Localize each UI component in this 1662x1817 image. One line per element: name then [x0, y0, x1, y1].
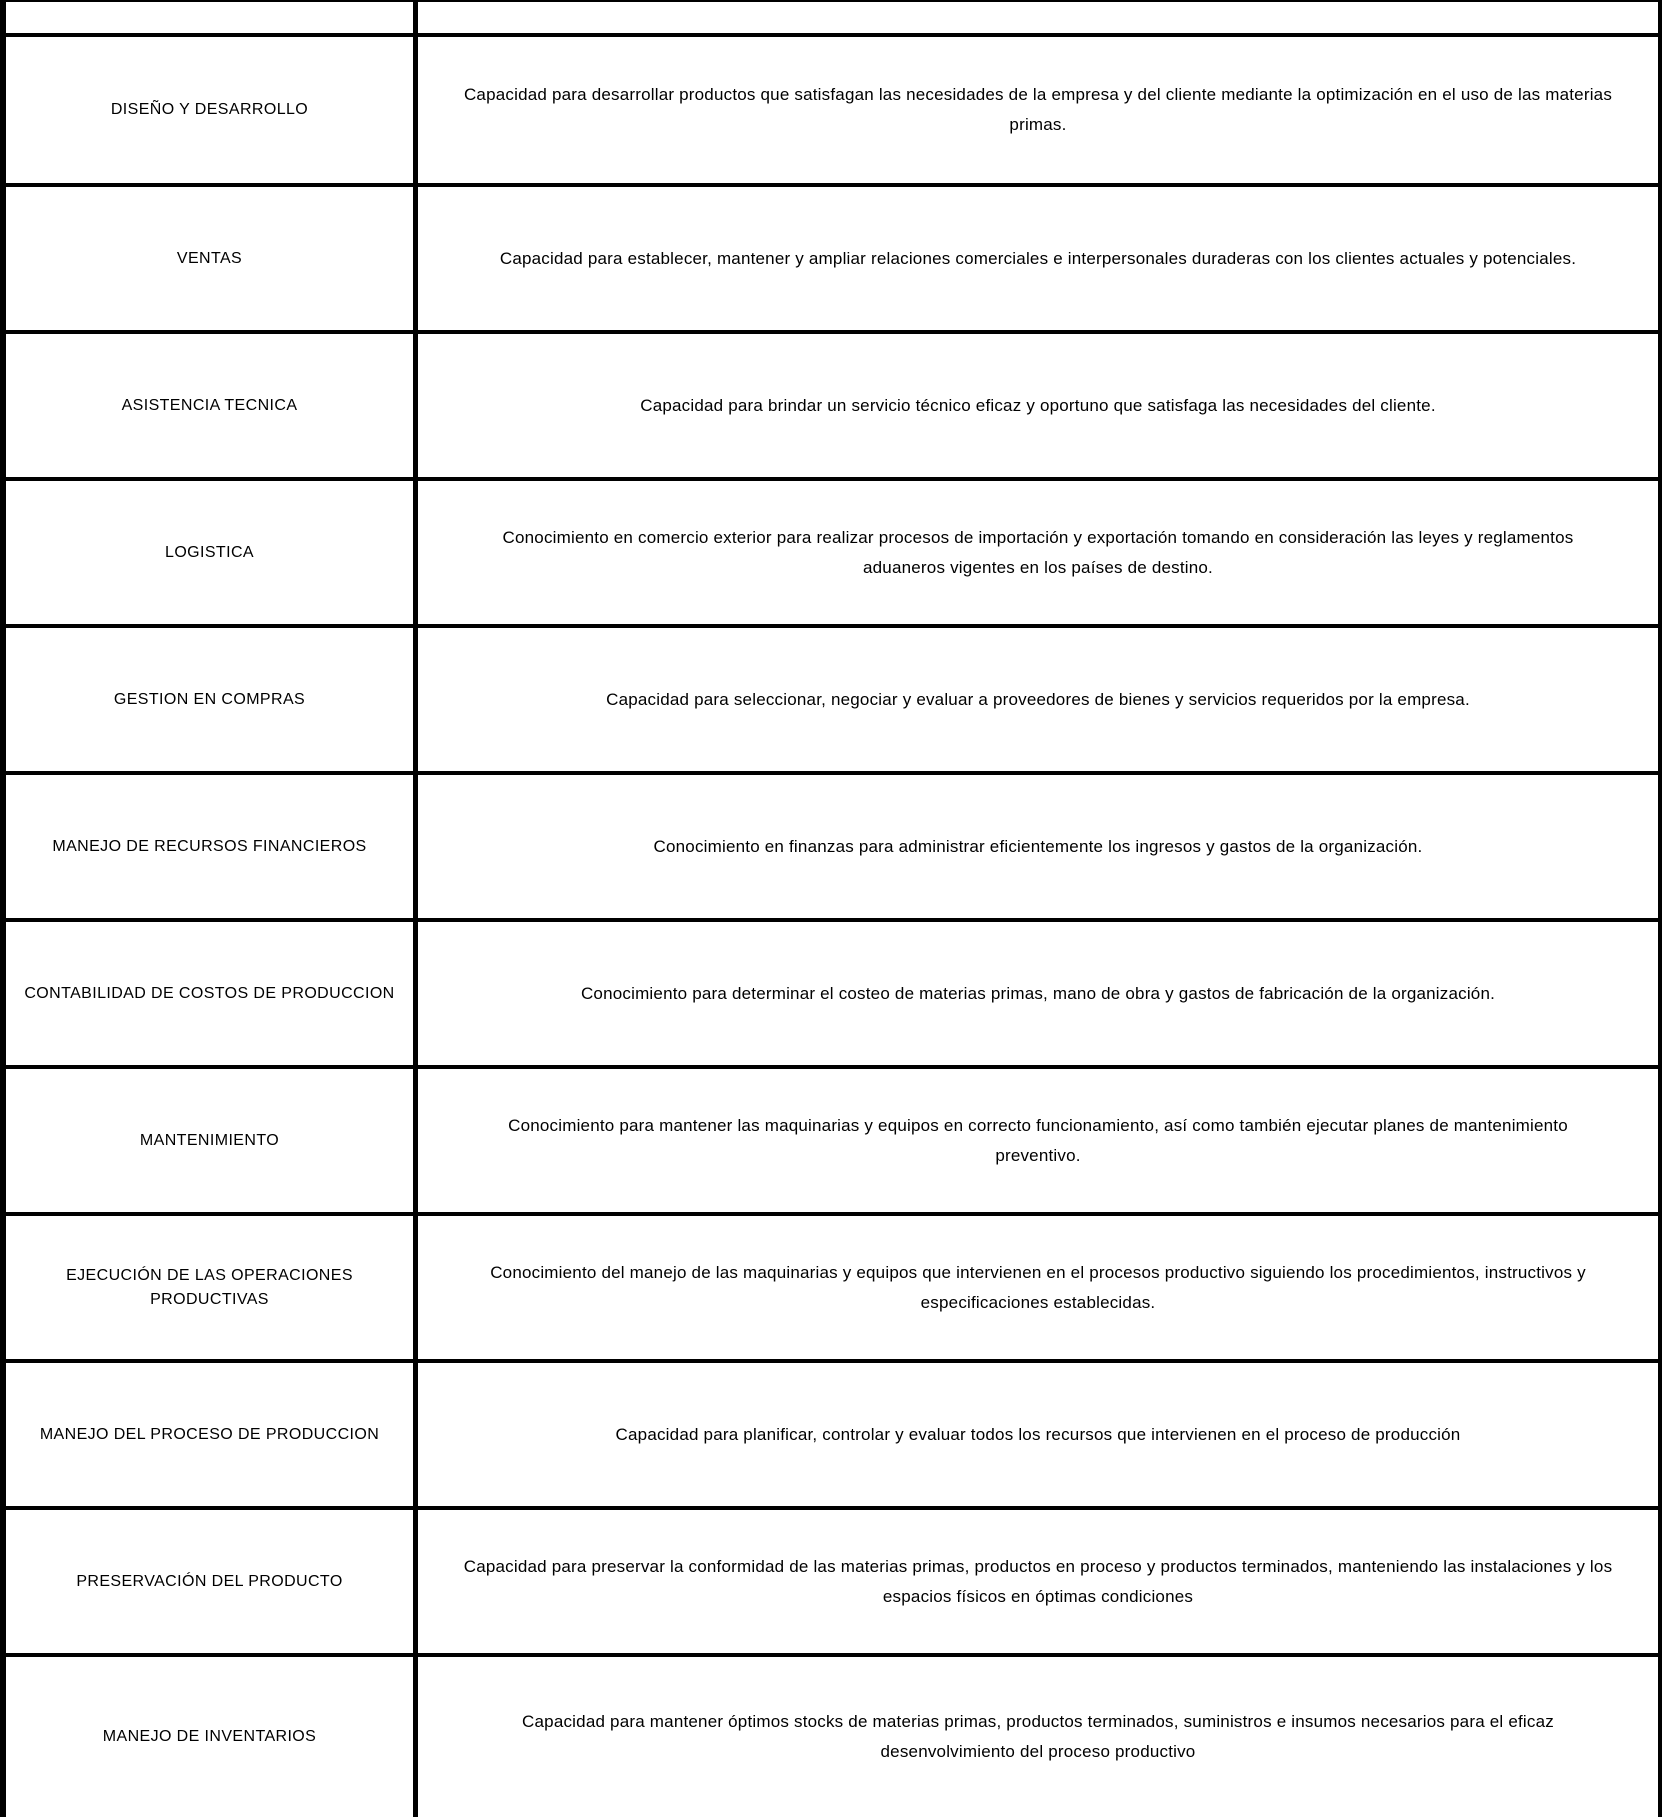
competency-description-cell: Capacidad para mantener óptimos stocks de materias primas, productos terminados, suministros e insumos necesarios para el eficaz desenvolvimiento del proceso productivo [418, 1657, 1662, 1817]
table-row [6, 477, 1662, 624]
table-row [6, 1506, 1662, 1653]
competency-name-cell: ASISTENCIA TECNICA [6, 334, 418, 477]
competency-name-cell: EJECUCIÓN DE LAS OPERACIONES PRODUCTIVAS [6, 1216, 418, 1359]
competency-description-cell: Capacidad para planificar, controlar y evaluar todos los recursos que intervienen en el proceso de producción [418, 1363, 1662, 1506]
competency-name-cell: DISEÑO Y DESARROLLO [6, 37, 418, 183]
competency-name-cell: MANEJO DEL PROCESO DE PRODUCCION [6, 1363, 418, 1506]
competency-description-cell: Capacidad para desarrollar productos que satisfagan las necesidades de la empresa y del cliente mediante la optimización en el uso de las materias primas. [418, 37, 1662, 183]
competency-name-cell: GESTION EN COMPRAS [6, 628, 418, 771]
competency-name-cell [6, 2, 418, 33]
table-row [6, 183, 1662, 330]
table-row [6, 33, 1662, 183]
table-row [6, 1359, 1662, 1506]
competency-description-cell [418, 2, 1662, 33]
table-row [6, 330, 1662, 477]
competency-description-cell: Conocimiento en finanzas para administrar eficientemente los ingresos y gastos de la organización. [418, 775, 1662, 918]
competency-description-cell: Capacidad para establecer, mantener y ampliar relaciones comerciales e interpersonales duraderas con los clientes actuales y potenciales. [418, 187, 1662, 330]
table-row [6, 1212, 1662, 1359]
table-row [6, 1065, 1662, 1212]
competency-description-cell: Conocimiento para determinar el costeo de materias primas, mano de obra y gastos de fabricación de la organización. [418, 922, 1662, 1065]
competency-name-cell: MANTENIMIENTO [6, 1069, 418, 1212]
competency-name-cell: MANEJO DE RECURSOS FINANCIEROS [6, 775, 418, 918]
competency-name-cell: PRESERVACIÓN DEL PRODUCTO [6, 1510, 418, 1653]
competency-name-cell: VENTAS [6, 187, 418, 330]
table-row [6, 771, 1662, 918]
competency-name-cell: LOGISTICA [6, 481, 418, 624]
table-row [6, 1653, 1662, 1817]
competency-description-cell: Capacidad para preservar la conformidad de las materias primas, productos en proceso y productos terminados, manteniendo las instalaciones y los espacios físicos en óptimas condiciones [418, 1510, 1662, 1653]
competency-name-cell: CONTABILIDAD DE COSTOS DE PRODUCCION [6, 922, 418, 1065]
competency-description-cell: Conocimiento del manejo de las maquinarias y equipos que intervienen en el procesos productivo siguiendo los procedimientos, instructivos y especificaciones establecidas. [418, 1216, 1662, 1359]
competency-description-cell: Conocimiento en comercio exterior para realizar procesos de importación y exportación tomando en consideración las leyes y reglamentos aduaneros vigentes en los países de destino. [418, 481, 1662, 624]
competency-name-cell: MANEJO DE INVENTARIOS [6, 1657, 418, 1817]
table-row [6, 918, 1662, 1065]
competency-description-cell: Conocimiento para mantener las maquinarias y equipos en correcto funcionamiento, así como también ejecutar planes de mantenimiento preventivo. [418, 1069, 1662, 1212]
table-row [6, 624, 1662, 771]
competency-description-cell: Capacidad para brindar un servicio técnico eficaz y oportuno que satisfaga las necesidades del cliente. [418, 334, 1662, 477]
competency-description-cell: Capacidad para seleccionar, negociar y evaluar a proveedores de bienes y servicios requeridos por la empresa. [418, 628, 1662, 771]
table-row [6, 2, 1662, 33]
